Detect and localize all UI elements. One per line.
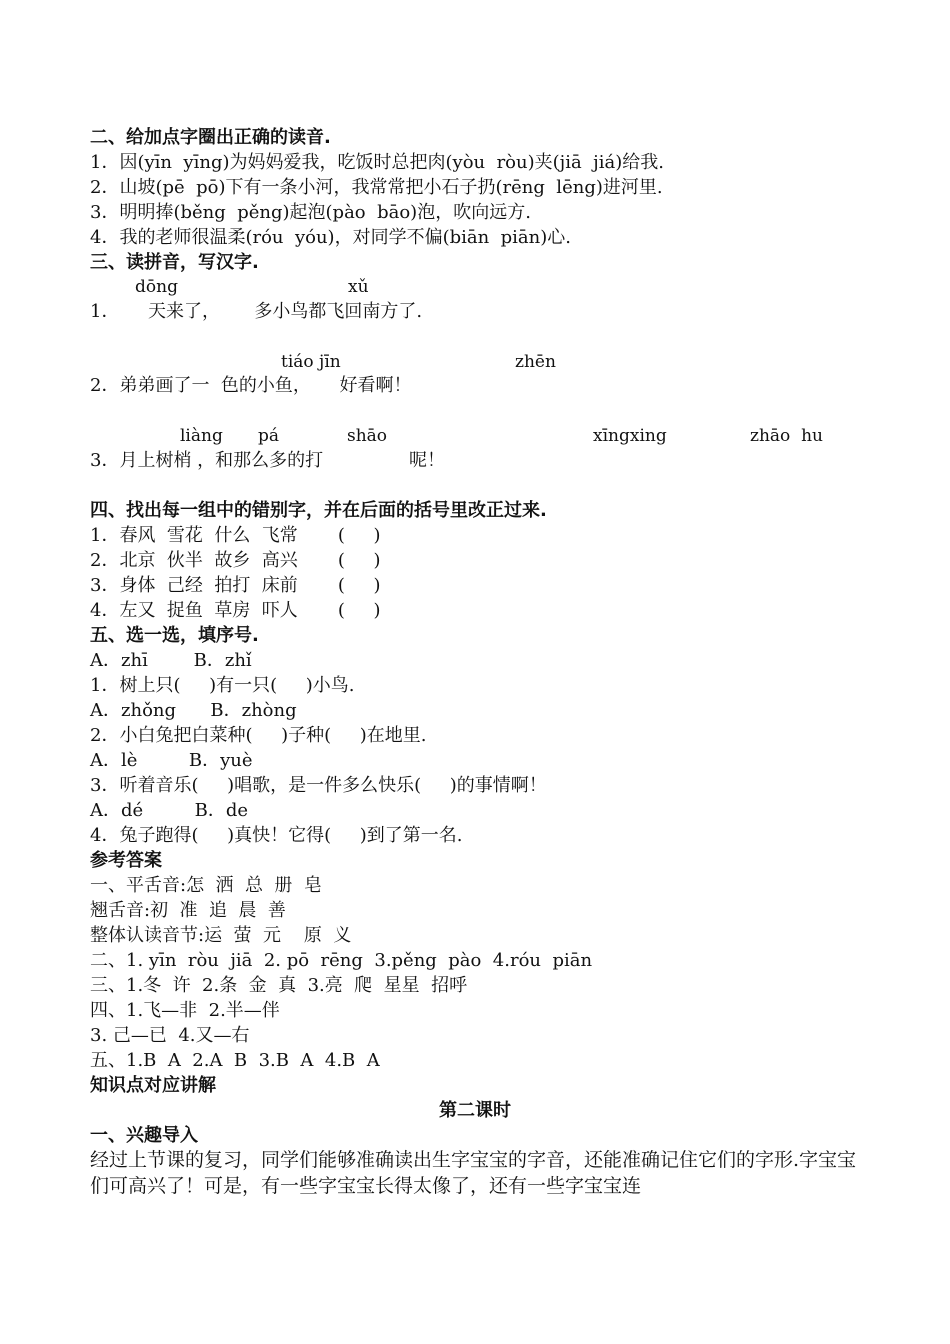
answer-line-1: 一、平舌音:怎 洒 总 册 皂: [90, 875, 322, 896]
sec4-line-3: 3．身体 己经 拍打 床前 ( ): [90, 575, 381, 596]
q3-pinyin-2: pá: [258, 426, 280, 446]
section-2-title: 二、给加点字圈出正确的读音.: [90, 127, 331, 148]
q3-pinyin-4: xīngxing: [593, 426, 667, 446]
q1-pinyin-2: xǔ: [348, 277, 369, 297]
answer-line-3: 整体认读音节:运 萤 元 原 义: [90, 925, 352, 946]
sec5-line-4: 2．小白兔把白菜种( )子种( )在地里.: [90, 725, 427, 746]
sec5-line-8: 4．兔子跑得( )真快！它得( )到了第一名.: [90, 825, 463, 846]
section-4-title: 四、找出每一组中的错别字，并在后面的括号里改正过来.: [90, 500, 547, 521]
answer-line-6: 四、1.飞—非 2.半—伴: [90, 1000, 280, 1021]
q2-pinyin-1: tiáo jīn: [281, 352, 341, 372]
q1-pinyin-1: dōng: [135, 277, 178, 297]
sec5-line-2: 1．树上只( )有一只( )小鸟.: [90, 675, 355, 696]
section-3-title: 三、读拼音，写汉字.: [90, 252, 259, 273]
intro-paragraph: 经过上节课的复习，同学们能够准确读出生字宝宝的字音，还能准确记住它们的字形.字宝宝们可高兴了！可是，有一些字宝宝长得太像了，还有一些字宝宝连: [90, 1149, 857, 1197]
sec2-line-4: 4．我的老师很温柔(róu yóu)，对同学不偏(biān piān)心.: [90, 227, 571, 248]
intro-title: 一、兴趣导入: [90, 1125, 198, 1146]
sec3-q1: 1． 天来了， 多小鸟都飞回南方了.: [90, 301, 423, 322]
sec3-q3: 3．月上树梢 ，和那么多的打 呢！: [90, 450, 445, 471]
sec4-line-1: 1．春风 雪花 什么 飞常 ( ): [90, 525, 381, 546]
q2-pinyin-2: zhēn: [515, 352, 556, 372]
sec3-q2: 2．弟弟画了一 色的小鱼， 好看啊！: [90, 375, 412, 396]
sec5-line-3: A．zhǒng B．zhòng: [90, 700, 297, 721]
q3-pinyin-5: zhāo hu: [750, 426, 823, 446]
answer-line-4: 二、1. yīn ròu jiā 2. pō rēng 3.pěng pào 4.róu piān: [90, 950, 593, 971]
answer-line-2: 翘舌音:初 准 追 晨 善: [90, 900, 286, 921]
sec5-line-1: A．zhī B．zhǐ: [90, 650, 252, 671]
sec2-line-1: 1．因(yīn yīng)为妈妈爱我，吃饭时总把肉(yòu ròu)夹(jiā jiá)给我.: [90, 152, 664, 173]
sec5-line-7: A．dé B．de: [90, 800, 249, 821]
q3-pinyin-1: liàng: [180, 426, 223, 446]
sec4-line-4: 4．左又 捉鱼 草房 吓人 ( ): [90, 600, 381, 621]
answer-line-5: 三、1.冬 许 2.条 金 真 3.亮 爬 星星 招呼: [90, 975, 468, 996]
q3-pinyin-3: shāo: [347, 426, 388, 446]
answer-line-8: 五、1.B A 2.A B 3.B A 4.B A: [90, 1050, 380, 1071]
sec2-line-3: 3．明明捧(běng pěng)起泡(pào bāo)泡，吹向远方.: [90, 202, 531, 223]
answers-title: 参考答案: [90, 850, 162, 871]
sec5-line-6: 3．听着音乐( )唱歌，是一件多么快乐( )的事情啊！: [90, 775, 547, 796]
section-5-title: 五、选一选，填序号.: [90, 625, 259, 646]
sec4-line-2: 2．北京 伙半 故乡 高兴 ( ): [90, 550, 381, 571]
knowledge-heading: 知识点对应讲解: [90, 1075, 216, 1096]
sec5-line-5: A．lè B．yuè: [90, 750, 253, 771]
answer-line-7: 3. 己—已 4.又—右: [90, 1025, 250, 1046]
sec2-line-2: 2．山坡(pē pō)下有一条小河，我常常把小石子扔(rēng lēng)进河里.: [90, 177, 663, 198]
lesson-title: 第二课时: [439, 1100, 511, 1121]
